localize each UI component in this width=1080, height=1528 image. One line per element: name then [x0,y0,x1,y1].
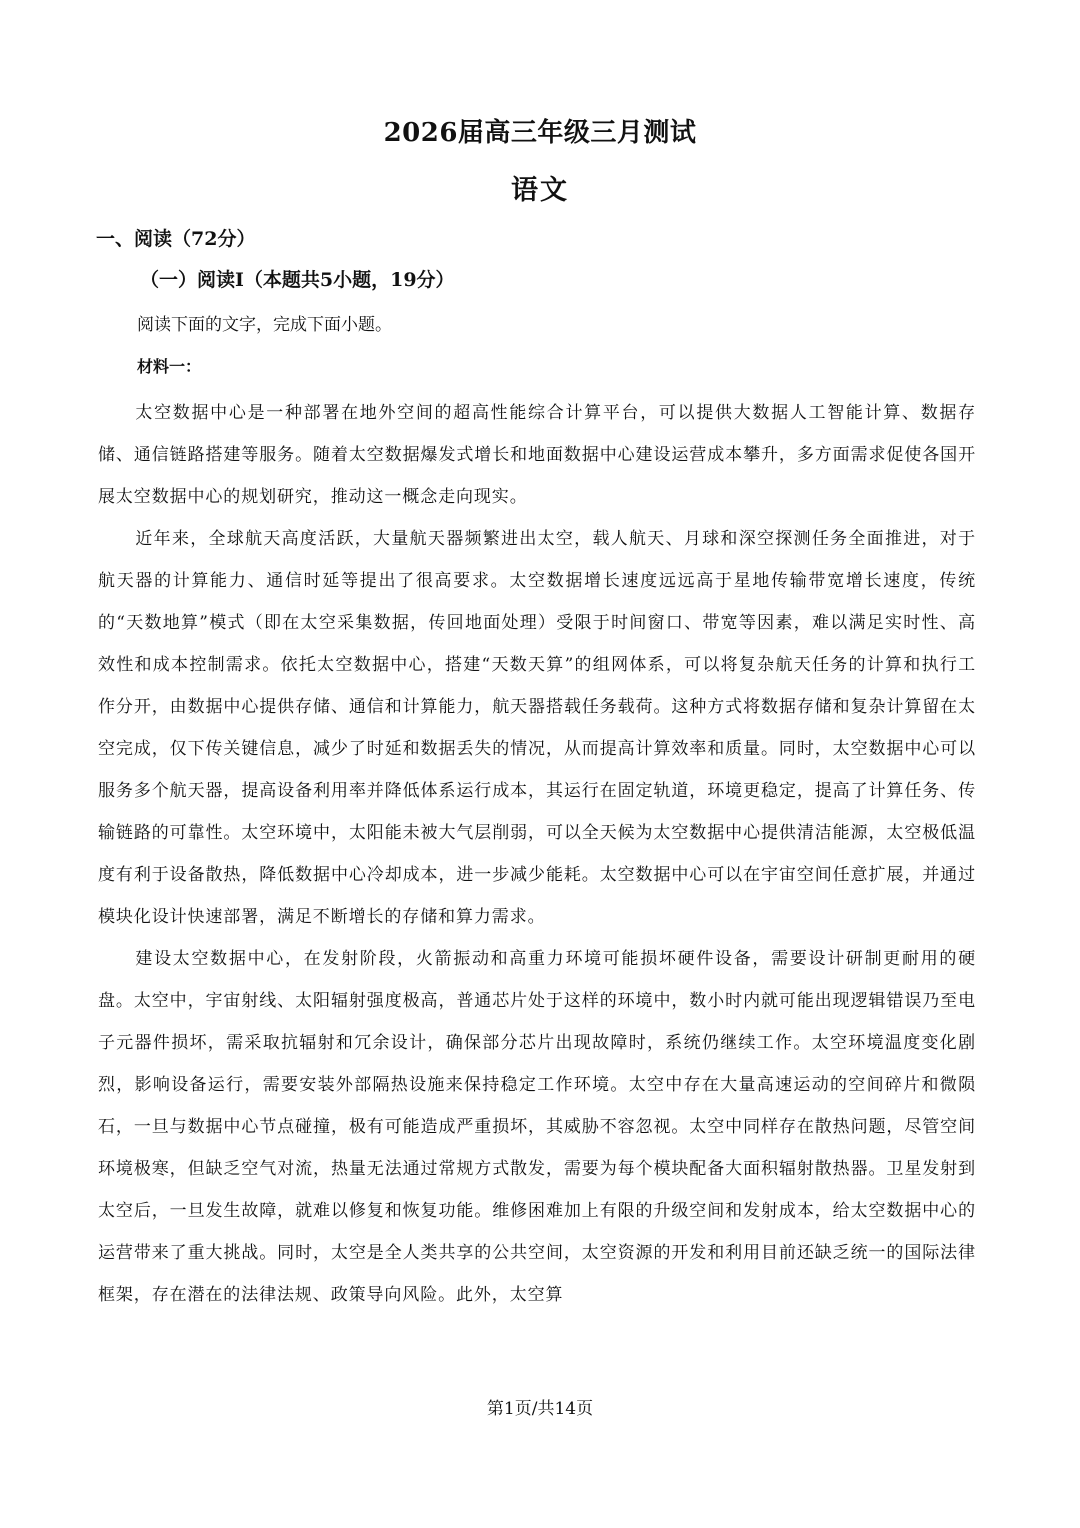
material-label: 材料一： [137,357,202,376]
passage-body [98,392,976,1316]
passage-paragraph: 建设太空数据中心，在发射阶段，火箭振动和高重力环境可能损坏硬件设备，需要设计研制更耐用的硬盘。太空中，宇宙射线、太阳辐射强度极高，普通芯片处于这样的环境中，数小时内就可能出现逻辑错误乃至电子元器件损坏，需采取抗辐射和冗余设计，确保部分芯片出现故障时，系统仍继续工作。太空环境温度变化剧烈，影响设备运行，需要安装外部隔热设施来保持稳定工作环境。太空中存在大量高速运动的空间碎片和微陨石，一旦与数据中心节点碰撞，极有可能造成严重损坏，其威胁不容忽视。太空中同样存在散热问题，尽管空间环境极寒，但缺乏空气对流，热量无法通过常规方式散发，需要为每个模块配备大面积辐射散热器。卫星发射到太空后，一旦发生故障，就难以修复和恢复功能。维修困难加上有限的升级空间和发射成本，给太空数据中心的运营带来了重大挑战。同时，太空是全人类共享的公共空间，太空资源的开发和利用目前还缺乏统一的国际法律框架，存在潜在的法律法规、政策导向风险。此外，太空算 [98,949,976,1305]
subsection-heading: （一）阅读Ⅰ（本题共5小题，19分） [140,269,455,291]
passage-paragraph: 太空数据中心是一种部署在地外空间的超高性能综合计算平台，可以提供大数据人工智能计算、数据存储、通信链路搭建等服务。随着太空数据爆发式增长和地面数据中心建设运营成本攀升，多方面需求促使各国开展太空数据中心的规划研究，推动这一概念走向现实。 [98,403,976,507]
exam-title: 2026届高三年级三月测试 [383,118,697,148]
section-heading: 一、阅读（72分） [96,228,256,250]
subject-title: 语文 [511,175,569,206]
page-number: 第1页/共14页 [486,1399,594,1419]
reading-instruction: 阅读下面的文字，完成下面小题。 [137,315,392,335]
passage-paragraph: 近年来，全球航天高度活跃，大量航天器频繁进出太空，载人航天、月球和深空探测任务全面推进，对于航天器的计算能力、通信时延等提出了很高要求。太空数据增长速度远远高于星地传输带宽增长速度，传统的“天数地算”模式（即在太空采集数据，传回地面处理）受限于时间窗口、带宽等因素，难以满足实时性、高效性和成本控制需求。依托太空数据中心，搭建“天数天算”的组网体系，可以将复杂航天任务的计算和执行工作分开，由数据中心提供存储、通信和计算能力，航天器搭载任务载荷。这种方式将数据存储和复杂计算留在太空完成，仅下传关键信息，减少了时延和数据丢失的情况，从而提高计算效率和质量。同时，太空数据中心可以服务多个航天器，提高设备利用率并降低体系运行成本，其运行在固定轨道，环境更稳定，提高了计算任务、传输链路的可靠性。太空环境中，太阳能未被大气层削弱，可以全天候为太空数据中心提供清洁能源，太空极低温度有利于设备散热，降低数据中心冷却成本，进一步减少能耗。太空数据中心可以在宇宙空间任意扩展，并通过模块化设计快速部署，满足不断增长的存储和算力需求。 [98,529,976,927]
